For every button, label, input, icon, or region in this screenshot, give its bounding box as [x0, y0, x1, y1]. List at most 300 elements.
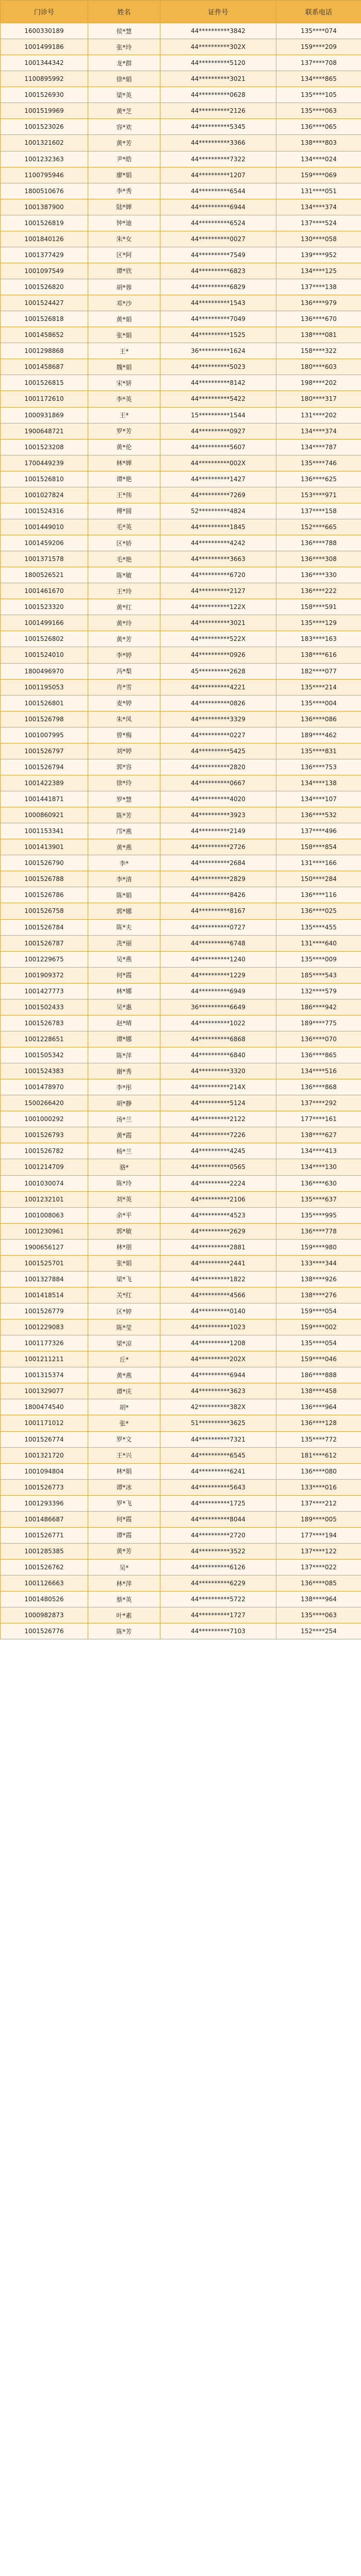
cell-name: 陈*莹 [88, 1319, 160, 1335]
cell-id-number: 44**********0027 [160, 231, 276, 247]
cell-phone: 139****952 [276, 247, 361, 263]
cell-outpatient-number: 1001000292 [1, 1111, 88, 1127]
cell-phone: 158****322 [276, 343, 361, 359]
cell-outpatient-number: 1001523026 [1, 119, 88, 135]
cell-phone: 135****054 [276, 1335, 361, 1351]
table-row [1, 1207, 361, 1223]
cell-phone: 136****116 [276, 887, 361, 903]
cell-name: 胡*蓉 [88, 279, 160, 295]
cell-phone: 186****888 [276, 1367, 361, 1383]
cell-id-number: 44**********6829 [160, 279, 276, 295]
table-row [1, 1063, 361, 1079]
cell-id-number: 44**********6868 [160, 1031, 276, 1047]
cell-outpatient-number: 1001523208 [1, 439, 88, 455]
table-row [1, 199, 361, 215]
cell-phone: 183****163 [276, 631, 361, 647]
header-name: 姓名 [88, 1, 160, 23]
cell-name: 陈*萍 [88, 1047, 160, 1063]
cell-outpatient-number: 1001478970 [1, 1079, 88, 1095]
cell-id-number: 44**********5345 [160, 119, 276, 135]
cell-name: 廖*娟 [88, 167, 160, 183]
cell-name: 陈*夫 [88, 919, 160, 935]
cell-outpatient-number: 1001422389 [1, 775, 88, 791]
cell-outpatient-number: 1001459206 [1, 535, 88, 551]
cell-outpatient-number: 1900656127 [1, 1239, 88, 1255]
table-row [1, 711, 361, 727]
cell-name: 梁*飞 [88, 1271, 160, 1287]
cell-phone: 137****496 [276, 823, 361, 839]
cell-id-number: 44**********2106 [160, 1191, 276, 1207]
cell-name: 梁*英 [88, 87, 160, 103]
table-row [1, 1255, 361, 1271]
cell-id-number: 44**********6229 [160, 1575, 276, 1591]
cell-phone: 138****627 [276, 1127, 361, 1143]
cell-name: 陈*芳 [88, 1623, 160, 1639]
cell-id-number: 44**********6524 [160, 215, 276, 231]
cell-outpatient-number: 1001505342 [1, 1047, 88, 1063]
cell-outpatient-number: 1001126663 [1, 1575, 88, 1591]
cell-phone: 131****640 [276, 935, 361, 951]
cell-name: 王*玲 [88, 583, 160, 599]
table-row [1, 631, 361, 647]
cell-phone: 136****086 [276, 711, 361, 727]
table-row [1, 215, 361, 231]
table-row [1, 1159, 361, 1175]
cell-id-number: 44**********5124 [160, 1095, 276, 1111]
cell-phone: 152****254 [276, 1623, 361, 1639]
table-row [1, 295, 361, 311]
cell-id-number: 44**********8167 [160, 903, 276, 919]
table-row [1, 599, 361, 615]
cell-id-number: 36**********1624 [160, 343, 276, 359]
table-row [1, 967, 361, 983]
table-row [1, 151, 361, 167]
cell-phone: 131****166 [276, 855, 361, 871]
cell-id-number: 44**********4221 [160, 679, 276, 695]
cell-name: 林*朋 [88, 1239, 160, 1255]
cell-name: 叶*素 [88, 1607, 160, 1623]
cell-id-number: 44**********7226 [160, 1127, 276, 1143]
cell-phone: 135****063 [276, 103, 361, 119]
table-row [1, 1463, 361, 1479]
cell-name: 李*婷 [88, 647, 160, 663]
cell-phone: 152****665 [276, 519, 361, 535]
cell-id-number: 44**********4245 [160, 1143, 276, 1159]
cell-name: 毛*英 [88, 519, 160, 535]
table-row [1, 167, 361, 183]
cell-outpatient-number: 1001315374 [1, 1367, 88, 1383]
cell-name: 陈*敏 [88, 567, 160, 583]
table-row [1, 1607, 361, 1623]
table-row [1, 1383, 361, 1399]
table-row [1, 855, 361, 871]
cell-phone: 136****080 [276, 1463, 361, 1479]
cell-phone: 159****002 [276, 1319, 361, 1335]
cell-name: 谭*娜 [88, 1031, 160, 1047]
cell-outpatient-number: 1800510676 [1, 183, 88, 199]
cell-id-number: 44**********6944 [160, 1367, 276, 1383]
cell-id-number: 44**********2881 [160, 1239, 276, 1255]
cell-name: 汤*兰 [88, 1111, 160, 1127]
table-row [1, 1560, 361, 1575]
table-row [1, 1175, 361, 1191]
cell-outpatient-number: 1001211211 [1, 1351, 88, 1367]
table-row [1, 327, 361, 343]
cell-id-number: 44**********4523 [160, 1207, 276, 1223]
table-row [1, 1191, 361, 1207]
cell-outpatient-number: 1001499166 [1, 615, 88, 631]
cell-id-number: 44**********5422 [160, 391, 276, 407]
cell-outpatient-number: 1001526773 [1, 1479, 88, 1495]
table-row [1, 311, 361, 327]
cell-outpatient-number: 1001526788 [1, 871, 88, 887]
cell-phone: 135****063 [276, 1607, 361, 1623]
cell-id-number: 44**********3842 [160, 23, 276, 39]
table-row [1, 1271, 361, 1287]
cell-name: 谭*庆 [88, 1383, 160, 1399]
cell-id-number: 44**********7549 [160, 247, 276, 263]
cell-outpatient-number: 1001526819 [1, 215, 88, 231]
cell-id-number: 44**********0727 [160, 919, 276, 935]
cell-phone: 136****222 [276, 583, 361, 599]
cell-outpatient-number: 1001526776 [1, 1623, 88, 1639]
cell-outpatient-number: 1001329077 [1, 1383, 88, 1399]
cell-id-number: 51**********3625 [160, 1415, 276, 1431]
table-row [1, 679, 361, 695]
cell-name: 傅*圆 [88, 503, 160, 519]
table-row [1, 343, 361, 359]
cell-id-number: 44**********7269 [160, 487, 276, 503]
cell-id-number: 44**********6840 [160, 1047, 276, 1063]
cell-phone: 134****787 [276, 439, 361, 455]
table-row [1, 1591, 361, 1607]
cell-phone: 189****005 [276, 1511, 361, 1527]
cell-phone: 136****625 [276, 471, 361, 487]
table-row [1, 663, 361, 679]
cell-id-number: 44**********0826 [160, 695, 276, 711]
cell-id-number: 44**********2684 [160, 855, 276, 871]
table-row [1, 1479, 361, 1495]
cell-name: 黄*燕 [88, 1367, 160, 1383]
table-row [1, 1031, 361, 1047]
cell-phone: 135****637 [276, 1191, 361, 1207]
cell-name: 黄*红 [88, 599, 160, 615]
cell-id-number: 44**********2829 [160, 871, 276, 887]
cell-id-number: 44**********2149 [160, 823, 276, 839]
cell-phone: 134****024 [276, 151, 361, 167]
cell-phone: 135****214 [276, 679, 361, 695]
table-row [1, 1543, 361, 1559]
cell-name: 梁*凉 [88, 1335, 160, 1351]
cell-outpatient-number: 1001027824 [1, 487, 88, 503]
table-row [1, 487, 361, 503]
cell-name: 吴*惠 [88, 999, 160, 1015]
cell-phone: 189****775 [276, 1015, 361, 1031]
cell-id-number: 44**********0667 [160, 775, 276, 791]
cell-outpatient-number: 1001441871 [1, 791, 88, 807]
table-row [1, 791, 361, 807]
cell-outpatient-number: 1100895992 [1, 71, 88, 87]
cell-name: 李*清 [88, 871, 160, 887]
cell-name: 黄*燕 [88, 839, 160, 855]
cell-outpatient-number: 1001418514 [1, 1287, 88, 1303]
cell-outpatient-number: 1001377429 [1, 247, 88, 263]
table-row [1, 535, 361, 551]
cell-name: 陆*婵 [88, 199, 160, 215]
cell-name: 罗*慧 [88, 791, 160, 807]
cell-phone: 159****209 [276, 39, 361, 55]
cell-outpatient-number: 1001526782 [1, 1143, 88, 1159]
cell-name: 张* [88, 1415, 160, 1431]
table-row [1, 471, 361, 487]
cell-phone: 181****612 [276, 1447, 361, 1463]
cell-outpatient-number: 1001526774 [1, 1431, 88, 1447]
cell-id-number: 44**********3021 [160, 71, 276, 87]
cell-phone: 135****074 [276, 23, 361, 39]
cell-outpatient-number: 1001526787 [1, 935, 88, 951]
cell-id-number: 44**********8044 [160, 1511, 276, 1527]
header-id-number: 证件号 [160, 1, 276, 23]
cell-id-number: 44**********5643 [160, 1479, 276, 1495]
table-row [1, 263, 361, 279]
cell-phone: 186****942 [276, 999, 361, 1015]
cell-phone: 131****202 [276, 407, 361, 423]
cell-id-number: 44**********2629 [160, 1223, 276, 1239]
table-row [1, 999, 361, 1015]
cell-id-number: 44**********6545 [160, 1447, 276, 1463]
table-row [1, 375, 361, 391]
cell-name: 郭*敏 [88, 1223, 160, 1239]
table-row [1, 887, 361, 903]
cell-outpatient-number: 1900648721 [1, 423, 88, 439]
cell-outpatient-number: 1001172610 [1, 391, 88, 407]
cell-outpatient-number: 1001526798 [1, 711, 88, 727]
cell-outpatient-number: 1000860921 [1, 807, 88, 823]
cell-outpatient-number: 1001298868 [1, 343, 88, 359]
table-row [1, 1367, 361, 1383]
cell-name: 吴* [88, 1560, 160, 1575]
cell-phone: 136****128 [276, 1415, 361, 1431]
cell-phone: 136****630 [276, 1175, 361, 1191]
table-row [1, 983, 361, 999]
cell-phone: 136****308 [276, 551, 361, 567]
table-row [1, 1415, 361, 1431]
cell-phone: 138****081 [276, 327, 361, 343]
table-row [1, 1303, 361, 1319]
cell-outpatient-number: 1001229675 [1, 951, 88, 967]
cell-phone: 135****105 [276, 87, 361, 103]
table-row [1, 935, 361, 951]
cell-id-number: 44**********0628 [160, 87, 276, 103]
cell-outpatient-number: 1001230961 [1, 1223, 88, 1239]
cell-name: 杨*兰 [88, 1143, 160, 1159]
cell-outpatient-number: 1001214709 [1, 1159, 88, 1175]
cell-outpatient-number: 1001094804 [1, 1463, 88, 1479]
header-row [1, 1, 361, 23]
cell-id-number: 44**********2126 [160, 103, 276, 119]
cell-name: 蔡*英 [88, 1591, 160, 1607]
cell-phone: 177****194 [276, 1527, 361, 1543]
cell-id-number: 44**********0565 [160, 1159, 276, 1175]
cell-name: 区*婷 [88, 1303, 160, 1319]
cell-outpatient-number: 1001461670 [1, 583, 88, 599]
cell-id-number: 44**********3522 [160, 1543, 276, 1559]
cell-outpatient-number: 1001502433 [1, 999, 88, 1015]
table-row [1, 1287, 361, 1303]
cell-phone: 135****004 [276, 695, 361, 711]
cell-phone: 135****995 [276, 1207, 361, 1223]
cell-phone: 135****746 [276, 455, 361, 471]
cell-outpatient-number: 1001526793 [1, 1127, 88, 1143]
cell-name: 黄*芳 [88, 631, 160, 647]
cell-id-number: 44**********1543 [160, 295, 276, 311]
table-row [1, 279, 361, 295]
cell-name: 黄*芳 [88, 1543, 160, 1559]
cell-phone: 137****212 [276, 1495, 361, 1511]
cell-phone: 177****161 [276, 1111, 361, 1127]
table-row [1, 567, 361, 583]
cell-name: 徐*娟 [88, 71, 160, 87]
cell-outpatient-number: 1001525701 [1, 1255, 88, 1271]
cell-name: 李*英 [88, 391, 160, 407]
cell-name: 黄*霞 [88, 1127, 160, 1143]
cell-outpatient-number: 1001228651 [1, 1031, 88, 1047]
table-row [1, 1319, 361, 1335]
cell-phone: 180****603 [276, 359, 361, 375]
cell-outpatient-number: 1001449010 [1, 519, 88, 535]
cell-name: 曾*梅 [88, 727, 160, 743]
table-row [1, 951, 361, 967]
cell-phone: 138****803 [276, 135, 361, 151]
cell-id-number: 44**********1427 [160, 471, 276, 487]
cell-outpatient-number: 1001526786 [1, 887, 88, 903]
cell-id-number: 42**********382X [160, 1399, 276, 1415]
cell-outpatient-number: 1001232363 [1, 151, 88, 167]
cell-id-number: 44**********6944 [160, 199, 276, 215]
cell-id-number: 44**********2720 [160, 1527, 276, 1543]
cell-id-number: 44**********3623 [160, 1383, 276, 1399]
cell-id-number: 44**********3021 [160, 615, 276, 631]
cell-name: 黄*伦 [88, 439, 160, 455]
table-row [1, 823, 361, 839]
table-row [1, 39, 361, 55]
cell-outpatient-number: 1001526818 [1, 311, 88, 327]
cell-phone: 136****778 [276, 1223, 361, 1239]
cell-phone: 136****330 [276, 567, 361, 583]
cell-phone: 182****077 [276, 663, 361, 679]
cell-name: 胡*静 [88, 1095, 160, 1111]
cell-outpatient-number: 1001526784 [1, 919, 88, 935]
cell-outpatient-number: 1001526779 [1, 1303, 88, 1319]
cell-name: 朱*女 [88, 231, 160, 247]
cell-name: 关*红 [88, 1287, 160, 1303]
cell-name: 余*平 [88, 1207, 160, 1223]
cell-phone: 136****788 [276, 535, 361, 551]
cell-phone: 150****284 [276, 871, 361, 887]
cell-outpatient-number: 1000982873 [1, 1607, 88, 1623]
table-row [1, 1127, 361, 1143]
cell-phone: 134****107 [276, 791, 361, 807]
header-outpatient-number: 门诊号 [1, 1, 88, 23]
cell-outpatient-number: 1001524383 [1, 1063, 88, 1079]
cell-id-number: 44**********5120 [160, 55, 276, 71]
cell-outpatient-number: 1500266420 [1, 1095, 88, 1111]
cell-outpatient-number: 1001293396 [1, 1495, 88, 1511]
cell-id-number: 44**********1229 [160, 967, 276, 983]
table-row [1, 1495, 361, 1511]
cell-id-number: 44**********7103 [160, 1623, 276, 1639]
cell-id-number: 44**********2127 [160, 583, 276, 599]
cell-phone: 137****524 [276, 215, 361, 231]
cell-id-number: 44**********202X [160, 1351, 276, 1367]
cell-name: 魏*娟 [88, 359, 160, 375]
cell-id-number: 44**********1208 [160, 1335, 276, 1351]
cell-id-number: 44**********5607 [160, 439, 276, 455]
cell-id-number: 44**********5023 [160, 359, 276, 375]
cell-phone: 134****516 [276, 1063, 361, 1079]
table-row [1, 439, 361, 455]
cell-name: 郭*娜 [88, 903, 160, 919]
cell-name: 吴*燕 [88, 951, 160, 967]
cell-id-number: 44**********2122 [160, 1111, 276, 1127]
cell-id-number: 45**********2628 [160, 663, 276, 679]
table-row [1, 871, 361, 887]
cell-id-number: 44**********7049 [160, 311, 276, 327]
cell-phone: 136****065 [276, 119, 361, 135]
cell-id-number: 44**********6823 [160, 263, 276, 279]
table-row [1, 391, 361, 407]
table-row [1, 1095, 361, 1111]
cell-outpatient-number: 1800474540 [1, 1399, 88, 1415]
table-row [1, 231, 361, 247]
cell-outpatient-number: 1001413901 [1, 839, 88, 855]
cell-phone: 198****202 [276, 375, 361, 391]
cell-name: 谢*秀 [88, 1063, 160, 1079]
cell-name: 张*娟 [88, 327, 160, 343]
table-row [1, 1335, 361, 1351]
cell-outpatient-number: 1001030074 [1, 1175, 88, 1191]
cell-id-number: 36**********6649 [160, 999, 276, 1015]
cell-name: 肖*雪 [88, 679, 160, 695]
cell-name: 陈*芳 [88, 807, 160, 823]
cell-id-number: 44**********8426 [160, 887, 276, 903]
cell-phone: 137****022 [276, 1560, 361, 1575]
table-row [1, 1447, 361, 1463]
cell-name: 李*彤 [88, 1079, 160, 1095]
cell-outpatient-number: 1600330189 [1, 23, 88, 39]
cell-phone: 136****979 [276, 295, 361, 311]
cell-id-number: 44**********1725 [160, 1495, 276, 1511]
cell-name: 谭*冰 [88, 1479, 160, 1495]
cell-id-number: 44**********1240 [160, 951, 276, 967]
cell-name: 林*婵 [88, 455, 160, 471]
cell-name: 龙*群 [88, 55, 160, 71]
cell-outpatient-number: 1800496970 [1, 663, 88, 679]
cell-id-number: 44**********6748 [160, 935, 276, 951]
cell-name: 赵*晴 [88, 1015, 160, 1031]
cell-name: 区*娇 [88, 535, 160, 551]
cell-name: 谭*艳 [88, 471, 160, 487]
cell-id-number: 44**********1023 [160, 1319, 276, 1335]
cell-phone: 136****085 [276, 1575, 361, 1591]
cell-phone: 138****276 [276, 1287, 361, 1303]
cell-outpatient-number: 1001007995 [1, 727, 88, 743]
table-row [1, 359, 361, 375]
cell-name: 谭*欣 [88, 263, 160, 279]
cell-outpatient-number: 1100795946 [1, 167, 88, 183]
cell-name: 黄*芳 [88, 135, 160, 151]
cell-outpatient-number: 1001524010 [1, 647, 88, 663]
